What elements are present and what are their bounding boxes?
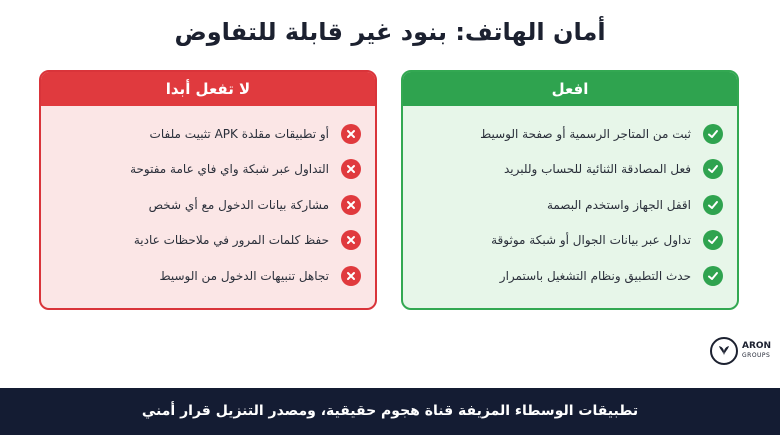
dont-item [55, 116, 361, 152]
x-icon [341, 230, 361, 250]
do-panel [401, 70, 739, 310]
brand-text [742, 341, 771, 361]
dont-item-label: تجاهل تنبيهات الدخول من الوسيط [159, 268, 329, 283]
check-icon [703, 195, 723, 215]
do-item [417, 223, 723, 259]
do-item [417, 187, 723, 223]
dont-item-label: مشاركة بيانات الدخول مع أي شخص [148, 197, 329, 212]
do-item [417, 258, 723, 294]
check-icon [703, 230, 723, 250]
do-list [403, 106, 737, 294]
dont-item-label: أو تطبيقات مقلدة APK تثبيت ملفات [149, 126, 329, 141]
do-item-label: ثبت من المتاجر الرسمية أو صفحة الوسيط [480, 126, 691, 141]
check-icon [703, 124, 723, 144]
check-icon [703, 266, 723, 286]
dont-panel-header: لا تفعل أبدا [41, 72, 375, 106]
brand-sub: GROUPS [742, 352, 771, 359]
do-item [417, 116, 723, 152]
dont-panel [39, 70, 377, 310]
do-item-label: اقفل الجهاز واستخدم البصمة [546, 197, 691, 212]
x-icon [341, 195, 361, 215]
x-icon [341, 159, 361, 179]
dont-item-label: التداول عبر شبكة واي فاي عامة مفتوحة [130, 162, 329, 177]
x-icon [341, 124, 361, 144]
check-icon [703, 159, 723, 179]
brand-logo [710, 334, 776, 368]
do-item-label: فعل المصادقة الثنائية للحساب وللبريد [504, 162, 691, 177]
dont-item [55, 223, 361, 259]
do-panel-header: افعل [403, 72, 737, 106]
page-title: أمان الهاتف: بنود غير قابلة للتفاوض [174, 18, 606, 46]
dont-list [41, 106, 375, 294]
dont-item [55, 152, 361, 188]
do-item [417, 152, 723, 188]
do-item-label: تداول عبر بيانات الجوال أو شبكة موثوقة [491, 233, 691, 248]
dont-item-label: حفظ كلمات المرور في ملاحظات عادية [133, 233, 329, 248]
x-icon [341, 266, 361, 286]
dont-item [55, 187, 361, 223]
do-item-label: حدث التطبيق ونظام التشغيل باستمرار [499, 268, 691, 283]
leaf-logo-icon [710, 337, 738, 365]
footer-banner: تطبيقات الوسطاء المزيفة قناة هجوم حقيقية، ومصدر التنزيل قرار أمني [0, 388, 780, 435]
brand-name: ARON [742, 341, 772, 351]
dont-item [55, 258, 361, 294]
